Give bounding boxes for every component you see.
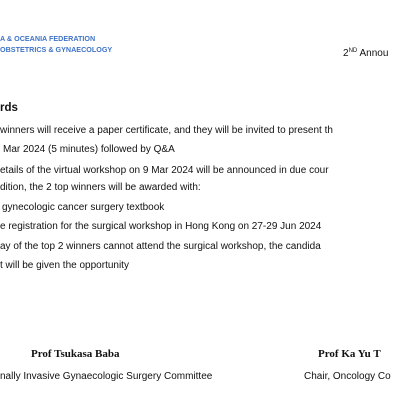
body-line: winners will receive a paper certificate, and they will be invited to present th: [0, 125, 333, 136]
body-line: gynecologic cancer surgery textbook: [2, 202, 165, 213]
body-line: etails of the virtual workshop on 9 Mar 2024 will be announced in due cour: [0, 165, 329, 176]
left-signatory-title: nally Invasive Gynaecologic Surgery Committee: [0, 371, 213, 382]
left-signatory-name: Prof Tsukasa Baba: [31, 348, 120, 360]
announcement-label: [343, 48, 388, 59]
logo-line-1: A & OCEANIA FEDERATION: [0, 34, 96, 43]
body-line: e registration for the surgical workshop in Hong Kong on 27-29 Jun 2024: [0, 221, 322, 232]
announcement-word: Annou: [357, 48, 389, 59]
right-signatory-name: Prof Ka Yu T: [318, 348, 381, 360]
section-heading: rds: [0, 102, 18, 114]
announcement-ordinal: ND: [348, 48, 358, 54]
logo-line-2: OBSTETRICS & GYNAECOLOGY: [0, 45, 113, 54]
body-line: dition, the 2 top winners will be awarded with:: [0, 182, 201, 193]
right-signatory-title: Chair, Oncology Co: [304, 371, 391, 382]
federation-logo: [0, 33, 112, 55]
body-line: ay of the top 2 winners cannot attend the surgical workshop, the candida: [0, 241, 321, 252]
announcement-number: 2: [343, 48, 349, 59]
body-line: Mar 2024 (5 minutes) followed by Q&A: [3, 144, 175, 155]
body-line: t will be given the opportunity: [0, 260, 129, 271]
